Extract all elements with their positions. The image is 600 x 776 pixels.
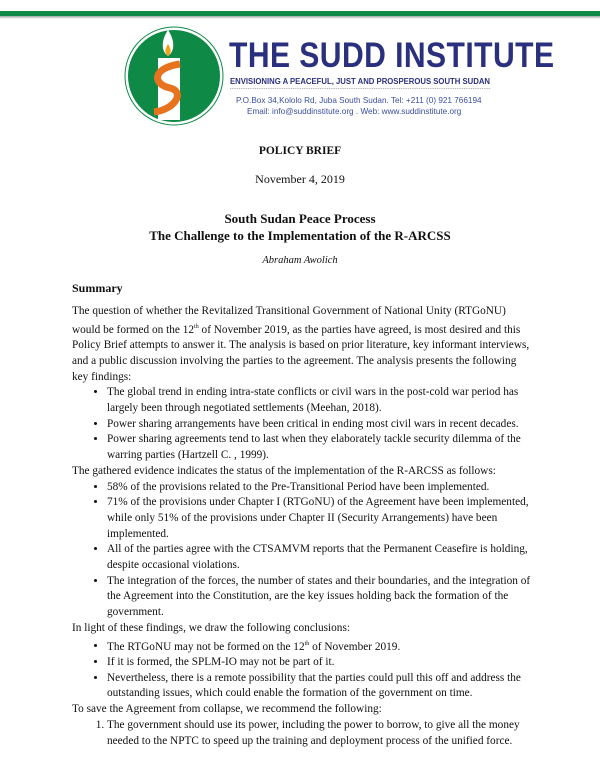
list-item: 1. The government should use its power, including the power to borrow, to give all the money needed to the NPTC to speed up the training and deployment process of the unified force.	[107, 718, 532, 749]
conclusions-list	[72, 637, 532, 703]
list-item: • Power sharing arrangements have been critical in ending most civil wars in recent decades.	[107, 417, 532, 433]
document-type: POLICY BRIEF	[258, 145, 342, 157]
findings-list	[72, 385, 532, 464]
header-rule-shadow	[0, 16, 600, 19]
evidence-intro: The gathered evidence indicates the status of the implementation of the R-ARCSS as follows:	[72, 464, 496, 477]
conclusion-text-cont: of November 2019.	[309, 640, 401, 653]
intro-text-cont: of November 2019, as the parties have agreed, is most desired and this Policy Brief attempts to answer it. The analysis is based on prior literature, key informant interviews, and a public discussion involving the parties to the agreement. The analysis presents the following key findings:	[72, 323, 530, 383]
evidence-list	[72, 480, 532, 621]
contact-info: Email: info@suddinstitute.org . Web: www.suddinstitute.org	[247, 107, 462, 116]
document-title	[0, 210, 600, 244]
recommendations-list	[72, 718, 532, 749]
list-item: • Nevertheless, there is a remote possibility that the parties could pull this off and address the outstanding issues, which could enable the formation of the government on time.	[107, 671, 532, 702]
intro-paragraph	[72, 304, 532, 385]
title-line-2: The Challenge to the Implementation of the R-ARCSS	[149, 228, 451, 243]
intro-text: The question of whether the Revitalized Transitional Government of National Unity (RTGoNU) would be formed on the 12	[72, 305, 506, 336]
list-item: • If it is formed, the SPLM-IO may not be part of it.	[107, 655, 532, 671]
conclusions-intro: In light of these findings, we draw the following conclusions:	[72, 621, 350, 634]
brand-tagline: ENVISIONING A PEACEFUL, JUST AND PROSPEROUS SOUTH SUDAN	[230, 76, 490, 89]
author: Abraham Awolich	[262, 255, 338, 266]
postal-address: P.O.Box 34,Kololo Rd, Juba South Sudan. Tel: +211 (0) 921 766194	[236, 96, 482, 105]
summary-body	[72, 304, 532, 749]
list-item	[107, 637, 532, 655]
list-item: • All of the parties agree with the CTSAMVM reports that the Permanent Ceasefire is holding, despite occasional violations.	[107, 542, 532, 573]
list-item: • 58% of the provisions related to the Pre-Transitional Period have been implemented.	[107, 480, 532, 496]
conclusion-text: The RTGoNU may not be formed on the 12	[107, 640, 305, 653]
recommend-intro: To save the Agreement from collapse, we recommend the following:	[72, 703, 382, 716]
conclusion-sup: th	[304, 640, 310, 647]
intro-sup: th	[194, 323, 199, 330]
sudd-institute-logo-icon	[124, 26, 224, 126]
summary-heading: Summary	[72, 281, 123, 295]
title-line-1: South Sudan Peace Process	[224, 211, 376, 226]
list-item: • The integration of the forces, the number of states and their boundaries, and the integration of the Agreement into the Constitution, are the key issues holding back the formation of the government.	[107, 574, 532, 621]
document-date: November 4, 2019	[255, 172, 345, 186]
list-item: • The global trend in ending intra-state conflicts or civil wars in the post-cold war period has largely been through negotiated settlements (Meehan, 2018).	[107, 385, 532, 416]
list-item: • Power sharing agreements tend to last when they elaborately tackle security dilemma of the warring parties (Hartzell C. , 1999).	[107, 432, 532, 463]
brand-name: THE SUDD INSTITUTE	[229, 36, 555, 75]
list-item: • 71% of the provisions under Chapter I (RTGoNU) of the Agreement have been implemented, while only 51% of the provisions under Chapter II (Security Arrangements) have been implemented.	[107, 495, 532, 542]
